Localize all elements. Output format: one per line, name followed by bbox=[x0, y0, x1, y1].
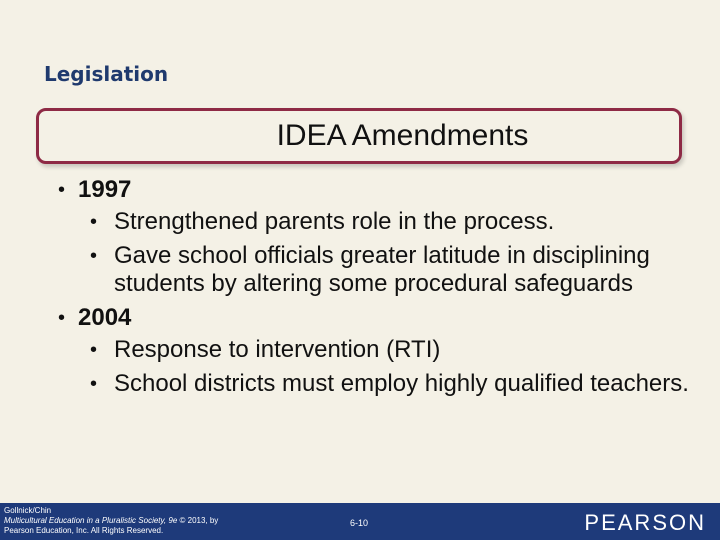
sub-bullet-text: Gave school officials greater latitude in disciplining students by altering some procedural safeguards bbox=[114, 242, 650, 297]
pearson-logo: PEARSON bbox=[584, 510, 706, 535]
sub-bullet bbox=[76, 336, 698, 364]
page-number: 6-10 bbox=[350, 518, 369, 528]
bullet-dot: • bbox=[90, 245, 98, 267]
bullet-dot: • bbox=[90, 211, 98, 233]
sub-bullet bbox=[76, 370, 698, 398]
section-label: Legislation bbox=[44, 62, 169, 86]
bullet-label: 1997 bbox=[78, 176, 132, 203]
footer-publisher: Pearson Education, Inc. All Rights Reserved. bbox=[4, 526, 164, 535]
bullet-dot: • bbox=[90, 339, 98, 361]
footer-bar bbox=[0, 503, 720, 540]
sub-bullet bbox=[76, 208, 698, 236]
bullet-2004 bbox=[58, 304, 698, 332]
bullet-list bbox=[58, 176, 698, 398]
bullet-1997 bbox=[58, 176, 698, 204]
sub-bullet-text: Strengthened parents role in the process. bbox=[114, 208, 555, 235]
sub-bullet-text: School districts must employ highly qualified teachers. bbox=[114, 370, 689, 397]
sub-bullet bbox=[76, 242, 698, 298]
footer-book-title: Multicultural Education in a Pluralistic Society, 9e bbox=[4, 516, 178, 525]
footer-copyright: © 2013, by bbox=[179, 516, 219, 525]
bullet-dot: • bbox=[58, 179, 66, 201]
sub-bullet-text: Response to intervention (RTI) bbox=[114, 336, 441, 363]
bullet-dot: • bbox=[58, 307, 66, 329]
bullet-dot: • bbox=[90, 373, 98, 395]
footer-credits bbox=[4, 506, 218, 536]
slide-title: IDEA Amendments bbox=[276, 119, 529, 152]
bullet-label: 2004 bbox=[78, 304, 132, 331]
footer-authors: Gollnick/Chin bbox=[4, 506, 52, 515]
